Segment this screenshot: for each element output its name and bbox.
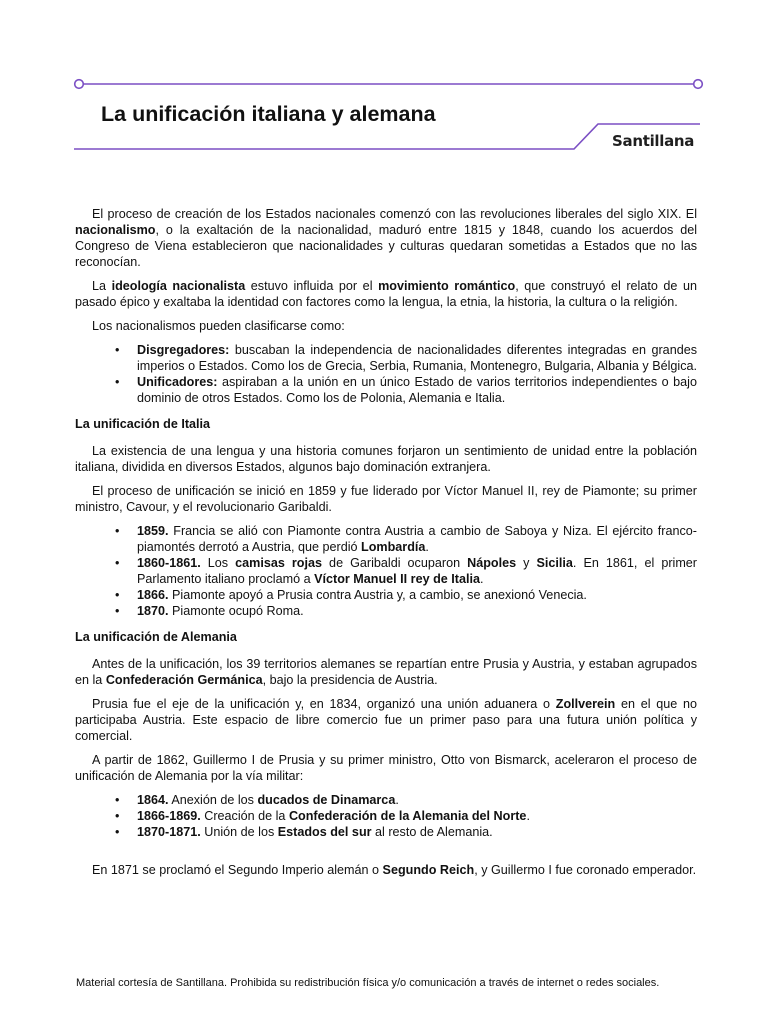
list-item — [137, 603, 697, 619]
text-run: de Garibaldi ocuparon — [322, 556, 468, 570]
text-run: Piamonte apoyó a Prusia contra Austria y, a cambio, se anexionó Venecia. — [168, 588, 587, 602]
bold-term: Confederación de la Alemania del Norte — [288, 809, 527, 823]
text-run: La — [92, 279, 112, 293]
bold-term: 1859. — [137, 524, 169, 538]
intro-paragraph-3 — [75, 318, 697, 334]
header-rule-left-dot — [75, 80, 84, 89]
alemania-timeline-list — [75, 792, 697, 840]
section-heading-italia: La unificación de Italia — [75, 417, 211, 431]
bold-term: 1860-1861. — [137, 556, 201, 570]
bold-term: Estados del sur — [277, 825, 372, 839]
page-title: La unificación italiana y alemana — [101, 102, 436, 126]
bold-term: Confederación Germánica — [105, 673, 263, 687]
text-run: . — [526, 809, 530, 823]
text-run: , bajo la presidencia de Austria. — [262, 673, 438, 687]
text-run: Antes de la unificación, los 39 territorios alemanes se repartían entre Prusia y Austria, y estaban agrupados en la — [75, 657, 697, 687]
text-run: . — [395, 793, 399, 807]
alemania-paragraph-4 — [75, 862, 697, 878]
bold-term: ideología nacionalista — [111, 279, 246, 293]
text-run: Creación de la — [200, 809, 289, 823]
text-run: , y Guillermo I fue coronado emperador. — [474, 863, 697, 877]
text-run: El proceso de unificación se inició en 1859 y fue liderado por Víctor Manuel II, rey de Piamonte; su primer ministro, Cavour, y el revolucionario Garibaldi. — [75, 484, 697, 514]
document-body — [75, 206, 697, 886]
alemania-paragraph-1 — [75, 656, 697, 688]
bold-term: Lombardía — [361, 540, 426, 554]
text-run: En 1871 se proclamó el Segundo Imperio alemán o — [92, 863, 383, 877]
bold-term: 1870-1871. — [137, 825, 201, 839]
text-run: buscaban la independencia de nacionalidades diferentes integradas en grandes imperios o Estados. Como los de Grecia, Serbia, Rumania, Montenegro, Bulgaria, Albania y Bélgica. — [137, 343, 698, 373]
text-run: La existencia de una lengua y una historia comunes forjaron un sentimiento de unidad entre la población italiana, dividida en diversos Estados, algunos bajo dominación extranjera. — [75, 444, 697, 474]
text-run: Unión de los — [200, 825, 278, 839]
bold-term: ducados de Dinamarca — [257, 793, 396, 807]
text-run: . — [479, 572, 484, 586]
text-run: El proceso de creación de los Estados nacionales comenzó con las revoluciones liberales del siglo XIX. El — [92, 207, 697, 221]
header-bottom-rule — [74, 124, 700, 149]
list-item — [137, 808, 697, 824]
italia-paragraph-1 — [75, 443, 697, 475]
text-run: Los nacionalismos pueden clasificarse como: — [92, 319, 345, 333]
list-item — [137, 792, 697, 808]
text-run: y — [516, 556, 537, 570]
bold-term: Víctor Manuel II rey de Italia — [314, 572, 480, 586]
list-item — [137, 555, 697, 587]
italia-paragraph-2 — [75, 483, 697, 515]
bold-term: Sicilia — [536, 556, 573, 570]
text-run: , que construyó el relato de un pasado épico y exaltaba la identidad con factores como la lengua, la etnia, la historia, la cultura o la religión. — [75, 279, 697, 309]
section-heading-alemania: La unificación de Alemania — [75, 630, 237, 644]
text-run: Prusia fue el eje de la unificación y, en 1834, organizó una unión aduanera o — [92, 697, 556, 711]
intro-paragraph-2 — [75, 278, 697, 310]
bold-term: Segundo Reich — [382, 863, 475, 877]
text-run: A partir de 1862, Guillermo I de Prusia y su primer ministro, Otto von Bismarck, aceleraron el proceso de unificación de Alemania por la vía militar: — [75, 753, 697, 783]
list-item — [137, 587, 697, 603]
text-run: aspiraban a la unión en un único Estado de varios territorios independientes o bajo dominio de otros Estados. Como los de Polonia, Alemania e Italia. — [137, 375, 697, 405]
text-run: Francia se alió con Piamonte contra Austria a cambio de Saboya y Niza. El ejército franco-piamontés derrotó a Austria, que perdió — [137, 524, 697, 554]
bold-term: 1866-1869. — [137, 809, 201, 823]
copyright-footer: Material cortesía de Santillana. Prohibida su redistribución física y/o comunicación a través de internet o redes sociales. — [76, 977, 660, 989]
text-run: . En 1861, el primer Parlamento italiano proclamó a — [137, 556, 698, 586]
header-rule-right-dot — [694, 80, 703, 89]
bold-term: 1864. — [137, 793, 169, 807]
italia-timeline-list — [75, 523, 697, 619]
text-run: en el que no participaba Austria. Este espacio de libre comercio fue un primer paso para una futura unión política y comercial. — [75, 697, 697, 743]
text-run: al resto de Alemania. — [371, 825, 493, 839]
text-run: . — [425, 540, 429, 554]
list-item — [137, 374, 697, 406]
list-item — [137, 824, 697, 840]
text-run: Anexión de los — [168, 793, 258, 807]
alemania-paragraph-2 — [75, 696, 697, 744]
bold-term: movimiento romántico — [378, 279, 516, 293]
text-run: estuvo influida por el — [245, 279, 379, 293]
bold-term: 1870. — [137, 604, 169, 618]
nationalism-types-list — [75, 342, 697, 406]
brand-logo: Santillana — [612, 132, 695, 150]
text-run: , o la exaltación de la nacionalidad, maduró entre 1815 y 1848, cuando los acuerdos del Congreso de Viena establecieron que nacionalidades y culturas quedaran sometidas a Estados que no las reconocían. — [75, 223, 697, 269]
intro-paragraph-1 — [75, 206, 697, 270]
list-item — [137, 523, 697, 555]
bold-term: Disgregadores: — [137, 343, 230, 357]
alemania-paragraph-3 — [75, 752, 697, 784]
bold-term: Unificadores: — [137, 375, 218, 389]
list-item — [137, 342, 697, 374]
bold-term: camisas rojas — [235, 556, 323, 570]
bold-term: nacionalismo — [75, 223, 156, 237]
bold-term: Zollverein — [555, 697, 616, 711]
text-run: Los — [200, 556, 236, 570]
bold-term: 1866. — [137, 588, 169, 602]
text-run: Piamonte ocupó Roma. — [168, 604, 304, 618]
bold-term: Nápoles — [467, 556, 517, 570]
